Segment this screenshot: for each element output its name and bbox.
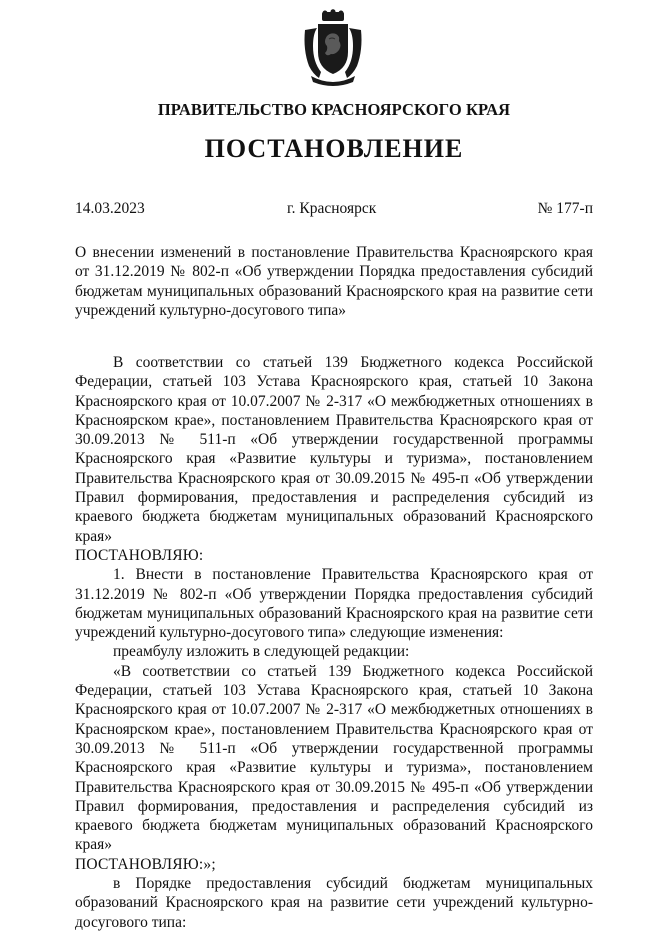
procedure-paragraph: в Порядке предоставления субсидий бюджетам муниципальных образований Красноярского края на развитие сети учреждений культурно-досугового типа: (75, 875, 593, 931)
intro-paragraph: В соответствии со статьей 139 Бюджетного кодекса Российской Федерации, статьей 103 Устава Красноярского края, статьей 10 Закона Красноярского края от 10.07.2007 № 2-317 «О межбюджетных отношениях в Красноярском крае», постановлением Правительства Красноярского края от 30.09.2013 № 511-п «Об утверждении государственной программы Красноярского края «Развитие культуры и туризма», постановлением Правительства Красноярского края от 30.09.2015 № 495-п «Об утверждении Правил формирования, предоставления и распределения субсидий из краевого бюджета бюджетам муниципальных образований Красноярского края» (75, 354, 593, 545)
document-meta-row (75, 200, 593, 220)
preamble-instruction: преамбулу изложить в следующей редакции: (113, 643, 410, 661)
document-body (75, 353, 593, 932)
document-type-title: ПОСТАНОВЛЕНИЕ (204, 134, 464, 163)
item-1-paragraph: 1. Внести в постановление Правительства Красноярского края от 31.12.2019 № 802-п «Об утверждении Порядка предоставления субсидий бюджетам муниципальных образований Красноярского края на развитие сети учреждений культурно-досугового типа» следующие изменения: (75, 566, 593, 642)
quoted-decree-word: ПОСТАНОВЛЯЮ:»; (75, 855, 216, 873)
coat-of-arms-emblem (301, 10, 365, 86)
decree-word: ПОСТАНОВЛЯЮ: (75, 546, 204, 564)
document-city: г. Красноярск (287, 200, 377, 217)
document-date: 14.03.2023 (75, 200, 145, 217)
quoted-preamble-paragraph: «В соответствии со статьей 139 Бюджетного кодекса Российской Федерации, статьей 103 Устава Красноярского края, статьей 10 Закона Красноярского края от 10.07.2007 № 2-317 «О межбюджетных отношениях в Красноярском крае», постановлением Правительства Красноярского края от 30.09.2013 № 511-п «Об утверждении государственной программы Красноярского края «Развитие культуры и туризма», постановлением Правительства Красноярского края от 30.09.2015 № 495-п «Об утверждении Правил формирования, предоставления и распределения субсидий из краевого бюджета бюджетам муниципальных образований Красноярского края» (75, 662, 593, 854)
document-number: № 177-п (537, 200, 593, 217)
document-subject: О внесении изменений в постановление Правительства Красноярского края от 31.12.2019 № 802-п «Об утверждении Порядка предоставления субсидий бюджетам муниципальных образований Красноярского края на развитие сети учреждений культурно-досугового типа» (75, 244, 593, 320)
government-name: ПРАВИТЕЛЬСТВО КРАСНОЯРСКОГО КРАЯ (157, 100, 511, 119)
